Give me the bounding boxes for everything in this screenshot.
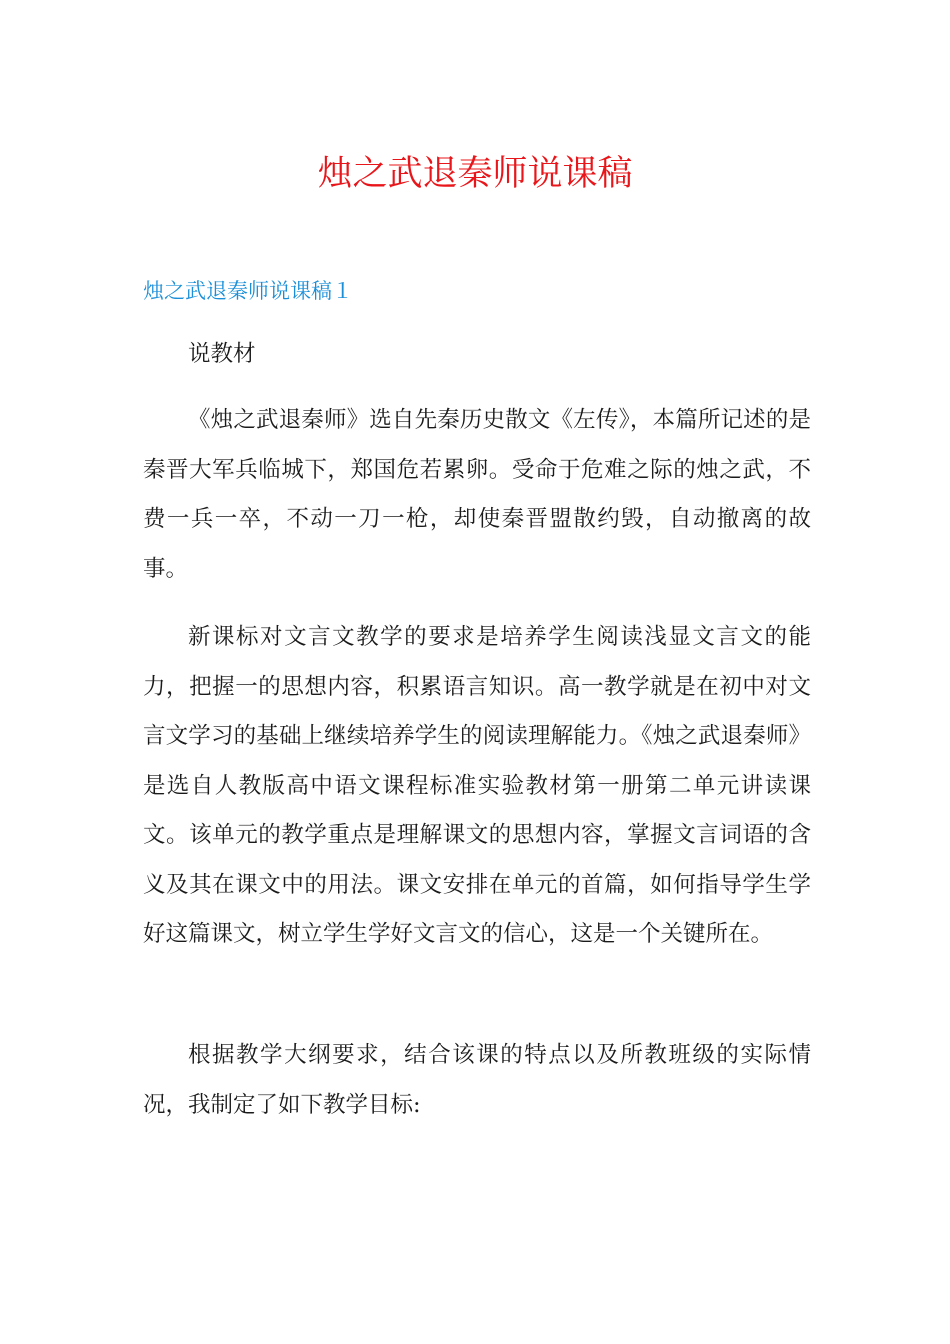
paragraph-teaching-goals-intro: 根据教学大纲要求，结合该课的特点以及所教班级的实际情况，我制定了如下教学目标: (143, 1042, 811, 1118)
document-title: 烛之武退秦师说课稿 (317, 154, 633, 194)
paragraph-text-source: 《烛之武退秦师》选自先秦历史散文《左传》，本篇所记述的是秦晋大军兵临城下，郑国危若累卵。受命于危难之际的烛之武，不费一兵一卒，不动一刀一枪，却使秦晋盟散约毁，自动撤离的故事。 (143, 407, 811, 582)
paragraph-label-teaching-material: 说教材 (188, 341, 256, 367)
paragraph-curriculum-requirements: 新课标对文言文教学的要求是培养学生阅读浅显文言文的能力，把握一的思想内容，积累语言知识。高一教学就是在初中对文言文学习的基础上继续培养学生的阅读理解能力。《烛之武退秦师》是选自人教版高中语文课程标准实验教材第一册第二单元讲读课文。该单元的教学重点是理解课文的思想内容，掌握文言词语的含义及其在课文中的用法。课文安排在单元的首篇，如何指导学生学好这篇课文，树立学生学好文言文的信心，这是一个关键所在。 (143, 624, 811, 947)
section-heading: 烛之武退秦师说课稿１ (143, 279, 353, 303)
